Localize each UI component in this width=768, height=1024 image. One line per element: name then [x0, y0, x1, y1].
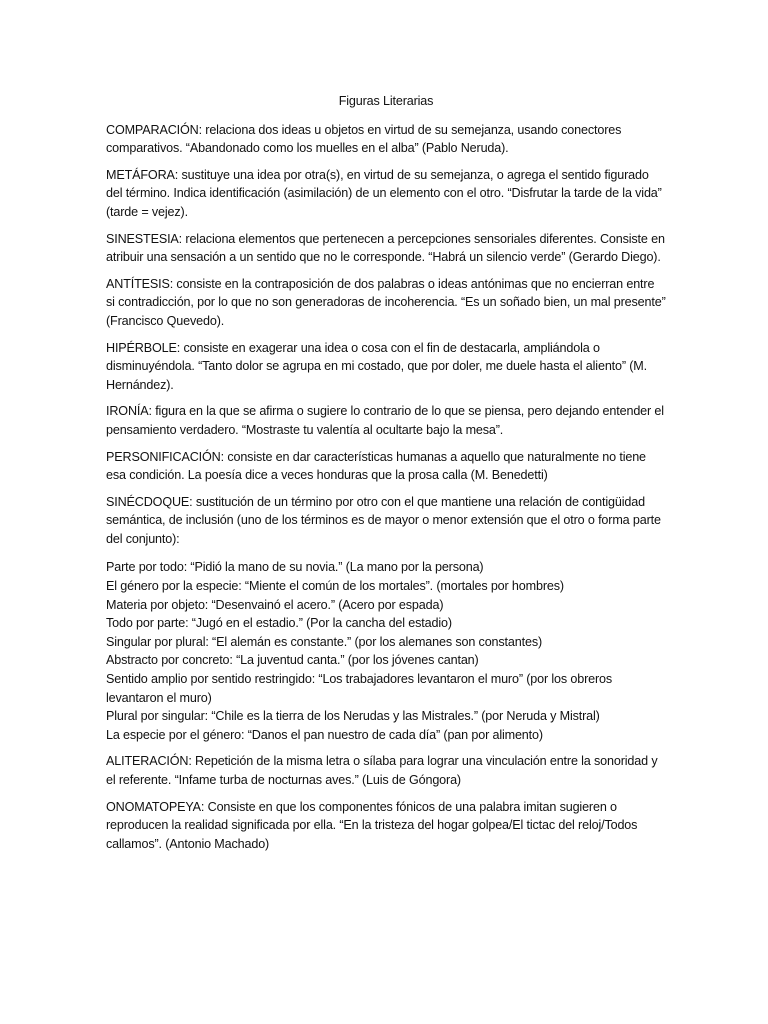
definition-text: relaciona elementos que pertenecen a percepciones sensoriales diferentes. Consiste en atribuir una sensación a un sentido que no le corresponde. “Habrá un silencio verde” (Gerardo Diego).	[106, 231, 665, 265]
definition-term: ANTÍTESIS:	[106, 276, 174, 291]
definition-sinecdoque	[106, 493, 666, 549]
definition-hiperbole	[106, 339, 666, 395]
definition-ironia	[106, 402, 666, 439]
list-item: Todo por parte: “Jugó en el estadio.” (Por la cancha del estadio)	[106, 616, 452, 631]
definition-text: sustitución de un término por otro con el que mantiene una relación de contigüidad semántica, de inclusión (uno de los términos es de mayor o menor extensión que el otro o forma parte del conjunto):	[106, 494, 661, 546]
definition-term: HIPÉRBOLE:	[106, 340, 181, 355]
definition-text: figura en la que se afirma o sugiere lo contrario de lo que se piensa, pero dejando entender el pensamiento verdadero. “Mostraste tu valentía al ocultarte bajo la mesa”.	[106, 404, 664, 437]
definition-term: PERSONIFICACIÓN:	[106, 449, 224, 464]
definition-text: relaciona dos ideas u objetos en virtud de su semejanza, usando conectores comparativos. “Abandonado como los muelles en el alba” (Pablo Neruda).	[106, 122, 622, 156]
definition-text: consiste en exagerar una idea o cosa con el fin de destacarla, ampliándola o disminuyéndola. “Tanto dolor se agrupa en mi costado, que por doler, me duele hasta el aliento” (M. Hernández).	[106, 340, 647, 392]
definition-term: ONOMATOPEYA:	[106, 799, 205, 814]
definition-comparacion	[106, 121, 666, 158]
definition-personificacion	[106, 448, 666, 485]
definition-term: ALITERACIÓN:	[106, 754, 192, 769]
definition-term: SINESTESIA:	[106, 231, 183, 246]
list-item: Plural por singular: “Chile es la tierra de los Nerudas y las Mistrales.” (por Neruda y Mistral)	[106, 709, 600, 724]
list-item: Abstracto por concreto: “La juventud canta.” (por los jóvenes cantan)	[106, 653, 479, 668]
list-item: Singular por plural: “El alemán es constante.” (por los alemanes son constantes)	[106, 634, 543, 649]
page-title: Figuras Literarias	[338, 94, 434, 108]
list-item: Materia por objeto: “Desenvainó el acero.” (Acero por espada)	[106, 597, 444, 612]
definition-antitesis	[106, 275, 666, 331]
synecdoche-example-list	[106, 558, 666, 744]
definition-text: sustituye una idea por otra(s), en virtud de su semejanza, o agrega el sentido figurado del término. Indica identificación (asimilación) de un elemento con el otro. “Disfrutar la tarde de la vida” (tarde = vejez).	[106, 167, 662, 219]
definition-sinestesia	[106, 230, 666, 267]
list-item: El género por la especie: “Miente el común de los mortales”. (mortales por hombres)	[106, 579, 564, 594]
list-item: Sentido amplio por sentido restringido: “Los trabajadores levantaron el muro” (por los obreros levantaron el muro)	[106, 672, 613, 705]
definition-text: Repetición de la misma letra o sílaba para lograr una vinculación entre la sonoridad y el referente. “Infame turba de nocturnas aves.” (Luis de Góngora)	[106, 754, 658, 787]
definition-text: consiste en dar características humanas a aquello que naturalmente no tiene esa condición. La poesía dice a veces honduras que la prosa calla (M. Benedetti)	[106, 449, 646, 483]
definition-text: Consiste en que los componentes fónicos de una palabra imitan sugieren o reproducen la realidad significada por ella. “En la tristeza del hogar golpea/El tictac del reloj/Todos callamos”. (Antonio Machado)	[106, 799, 638, 851]
definition-term: IRONÍA:	[106, 404, 152, 419]
definition-metafora	[106, 166, 666, 222]
definition-term: METÁFORA:	[106, 167, 179, 182]
list-item: La especie por el género: “Danos el pan nuestro de cada día” (pan por alimento)	[106, 727, 543, 742]
definition-term: SINÉCDOQUE:	[106, 494, 193, 509]
list-item: Parte por todo: “Pidió la mano de su novia.” (La mano por la persona)	[106, 560, 484, 575]
definition-aliteracion	[106, 752, 666, 789]
document-body	[106, 92, 666, 861]
definition-term: COMPARACIÓN:	[106, 122, 202, 137]
definition-text: consiste en la contraposición de dos palabras o ideas antónimas que no encierran entre si contradicción, por lo que no son generadoras de incoherencia. “Es un soñado bien, un mal presente” (Francisco Quevedo).	[106, 276, 666, 328]
definition-onomatopeya	[106, 798, 666, 854]
